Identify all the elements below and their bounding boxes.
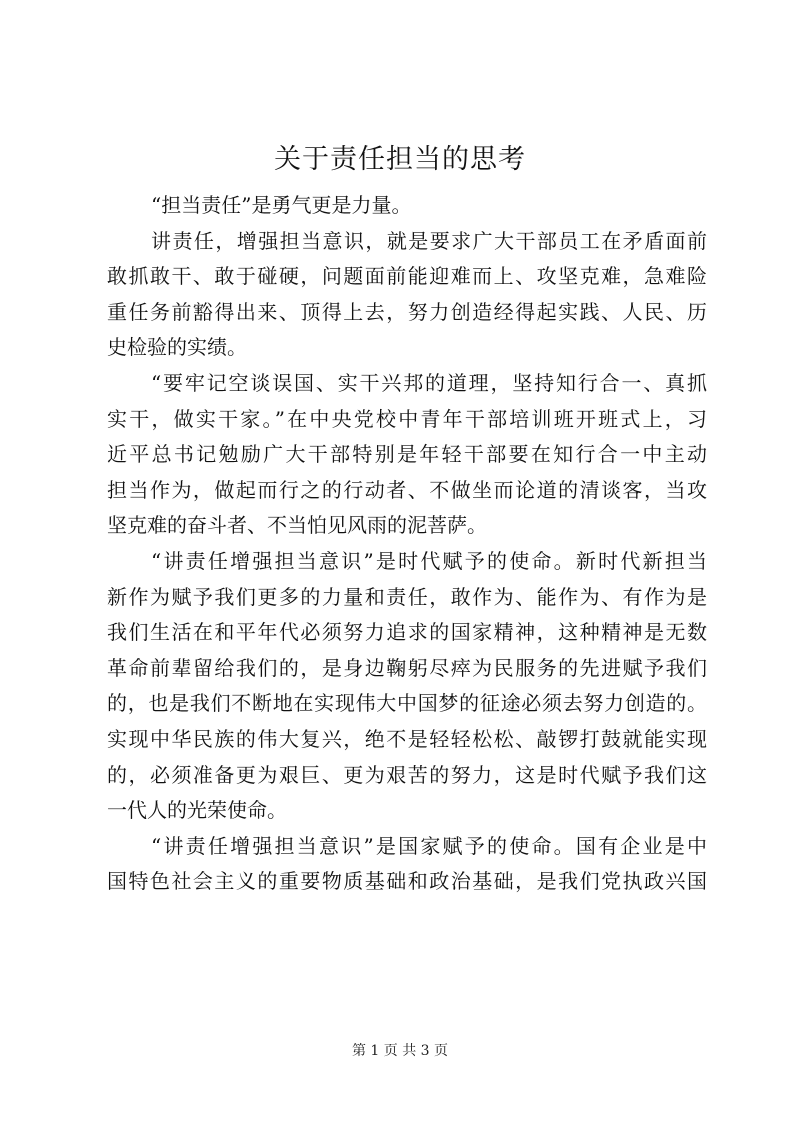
document-title: 关于责任担当的思考: [274, 144, 526, 175]
page-footer: 第 1 页 共 3 页: [351, 1043, 449, 1059]
text-line: 讲责任，增强担当意识，就是要求广大干部员工在矛盾面前: [151, 228, 707, 253]
text-line: 实现中华民族的伟大复兴，绝不是轻轻松松、敲锣打鼓就能实现: [107, 726, 707, 751]
document-body: [107, 188, 707, 900]
text-line: 敢抓敢干、敢于碰硬，问题面前能迎难而上、攻坚克难，急难险: [107, 264, 707, 289]
text-line: “讲责任增强担当意识”是国家赋予的使命。国有企业是中: [151, 833, 707, 858]
text-line: 近平总书记勉励广大干部特别是年轻干部要在知行合一中主动: [107, 442, 707, 467]
text-line: 史检验的实绩。: [107, 335, 247, 360]
text-line: 的，必须准备更为艰巨、更为艰苦的努力，这是时代赋予我们这: [107, 762, 707, 787]
text-line: 革命前辈留给我们的，是身边鞠躬尽瘁为民服务的先进赋予我们: [107, 655, 707, 680]
text-line: 担当作为，做起而行之的行动者、不做坐而论道的清谈客，当攻: [107, 477, 707, 502]
text-line: “要牢记空谈误国、实干兴邦的道理，坚持知行合一、真抓: [151, 370, 707, 395]
text-line: 的，也是我们不断地在实现伟大中国梦的征途必须去努力创造的。: [107, 691, 707, 716]
text-line: 我们生活在和平年代必须努力追求的国家精神，这种精神是无数: [107, 620, 707, 645]
text-line: 坚克难的奋斗者、不当怕见风雨的泥菩萨。: [107, 513, 487, 538]
text-line: “担当责任”是勇气更是力量。: [151, 193, 412, 217]
text-line: 一代人的光荣使命。: [107, 798, 287, 823]
text-line: 实干，做实干家。”在中央党校中青年干部培训班开班式上，习: [107, 406, 707, 431]
text-line: 重任务前豁得出来、顶得上去，努力创造经得起实践、人民、历: [107, 299, 707, 324]
text-line: 新作为赋予我们更多的力量和责任，敢作为、能作为、有作为是: [107, 584, 707, 609]
text-line: 国特色社会主义的重要物质基础和政治基础，是我们党执政兴国: [107, 869, 707, 894]
text-line: “讲责任增强担当意识”是时代赋予的使命。新时代新担当: [151, 548, 707, 573]
